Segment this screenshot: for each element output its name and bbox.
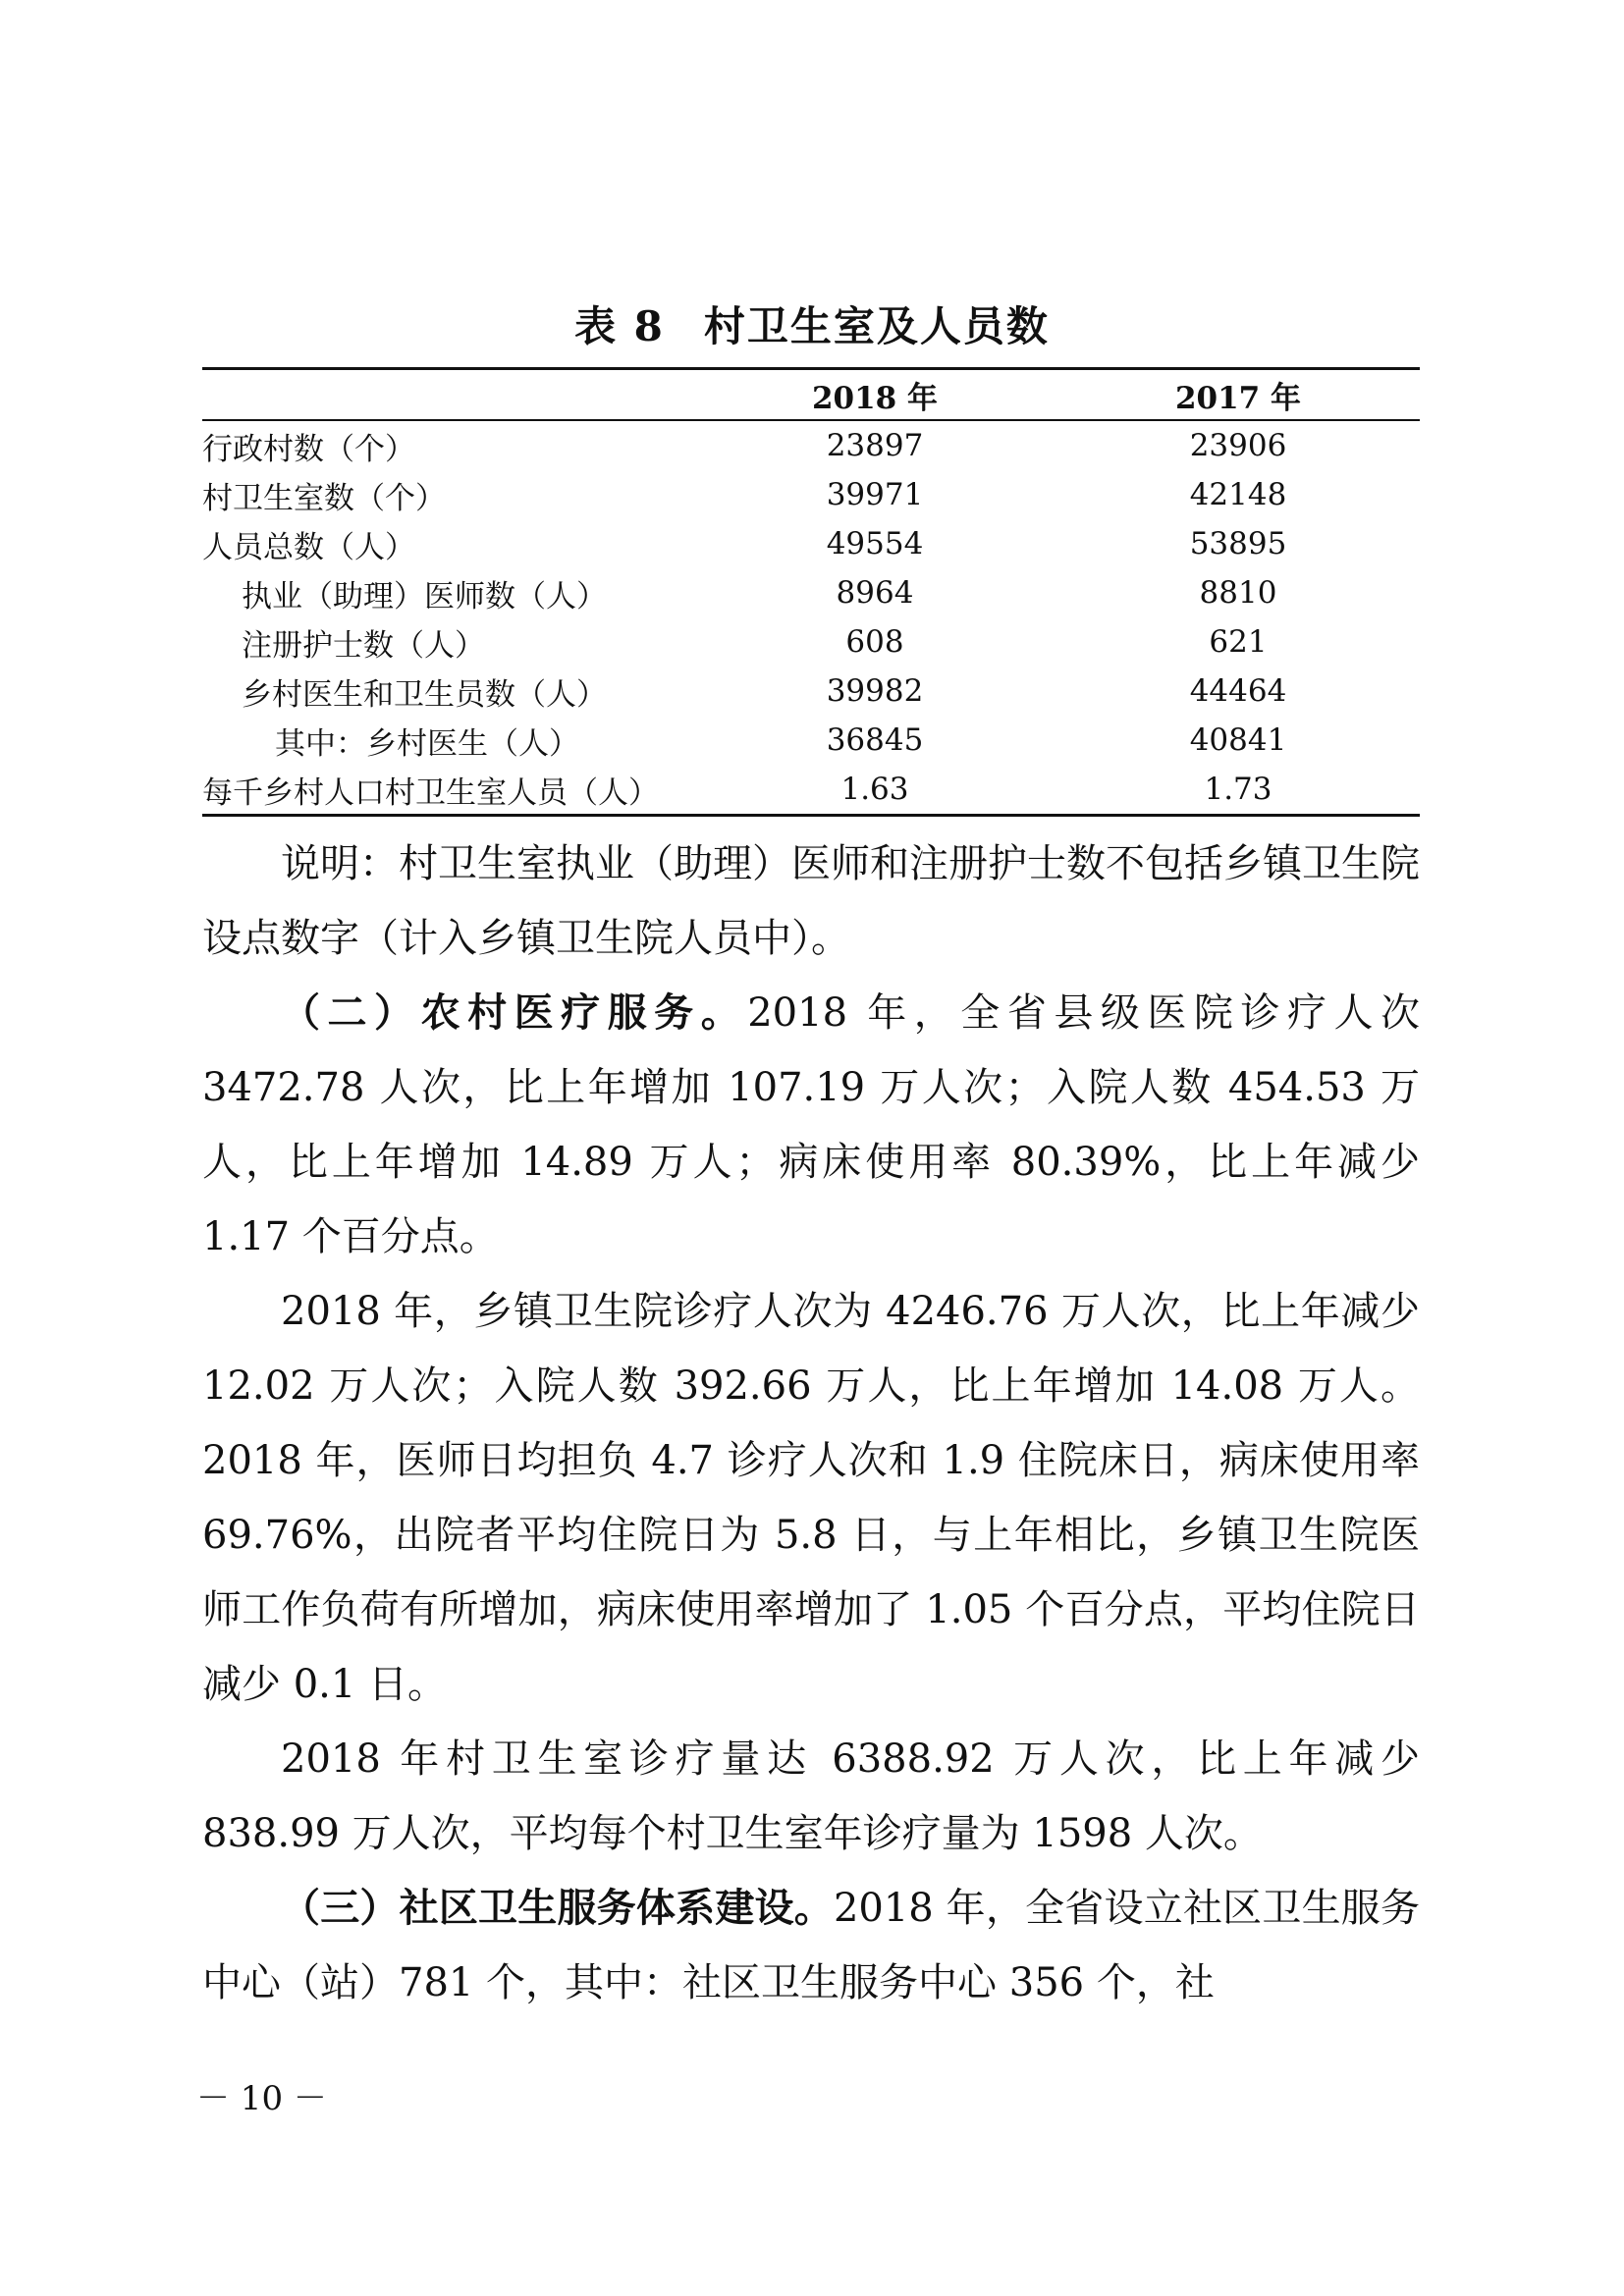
value-2018: 36845: [826, 722, 924, 758]
value-2017: 23906: [1189, 428, 1287, 463]
row-label: 行政村数（个）: [202, 431, 415, 467]
community-paragraph: [202, 1871, 1420, 2020]
table-row: [202, 667, 1420, 716]
village-clinic-table: [202, 367, 1420, 817]
table-row: [202, 765, 1420, 816]
value-2017: 621: [1209, 624, 1268, 660]
rural-text: 2018 年，全省县级医院诊疗人次 3472.78 人次，比上年增加 107.19 万人次；入院人数 454.53 万人，比上年增加 14.89 万人；病床使用率 80.39%，比上年减少 1.17 个百分点。: [202, 990, 1421, 1259]
community-text: 2018 年，全省设立社区卫生服务中心（站）781 个，其中：社区卫生服务中心 356 个，社: [202, 1886, 1420, 2005]
note-paragraph: 说明：村卫生室执业（助理）医师和注册护士数不包括乡镇卫生院设点数字（计入乡镇卫生院人员中）。: [202, 841, 1420, 961]
table-row: [202, 617, 1420, 667]
value-2018: 49554: [826, 526, 924, 561]
value-2017: 53895: [1189, 526, 1287, 561]
body-text: [202, 827, 1420, 2020]
value-2017: 42148: [1189, 477, 1287, 512]
table-row: [202, 470, 1420, 519]
value-2017: 1.73: [1204, 772, 1272, 807]
row-label: 人员总数（人）: [202, 529, 415, 565]
value-2018: 1.63: [840, 772, 909, 807]
table-caption: 村卫生室及人员数: [703, 302, 1050, 350]
header-2017: 2017 年: [1174, 380, 1302, 416]
row-label: 每千乡村人口村卫生室人员（人）: [202, 774, 659, 811]
header-blank: [202, 369, 693, 421]
header-2018: 2018 年: [811, 380, 939, 416]
value-2017: 8810: [1199, 575, 1277, 611]
value-2018: 39982: [826, 673, 924, 709]
row-label: 乡村医生和卫生员数（人）: [242, 676, 607, 713]
table-row: [202, 519, 1420, 568]
township-paragraph: 2018 年，乡镇卫生院诊疗人次为 4246.76 万人次，比上年减少 12.02 万人次；入院人数 392.66 万人，比上年增加 14.08 万人。2018 年，医师日均担负 4.7 诊疗人次和 1.9 住院床日，病床使用率 69.76%，出院者平均住院日为 5.8 日，与上年相比，乡镇卫生院医师工作负荷有所增加，病床使用率增加了 1.05 个百分点，平均住院日减少 0.1 日。: [202, 1289, 1420, 1707]
page-number: － 10 －: [196, 2079, 327, 2118]
value-2018: 39971: [826, 477, 924, 512]
table-row: [202, 420, 1420, 470]
row-label: 其中：乡村医生（人）: [275, 725, 579, 762]
rural-heading: （二）农村医疗服务。: [281, 989, 748, 1036]
row-label: 村卫生室数（个）: [202, 480, 446, 516]
value-2018: 23897: [826, 428, 924, 463]
value-2018: 8964: [836, 575, 914, 611]
table-number: 表 8: [574, 302, 665, 350]
table-row: [202, 716, 1420, 765]
table-header-row: [202, 369, 1420, 421]
table-title: [0, 294, 1624, 353]
table-row: [202, 568, 1420, 617]
row-label: 执业（助理）医师数（人）: [242, 578, 607, 614]
value-2018: 608: [845, 624, 904, 660]
village-paragraph: 2018 年村卫生室诊疗量达 6388.92 万人次，比上年减少 838.99 万人次，平均每个村卫生室年诊疗量为 1598 人次。: [202, 1736, 1420, 1856]
community-heading: （三）社区卫生服务体系建设。: [281, 1885, 834, 1931]
value-2017: 44464: [1189, 673, 1287, 709]
value-2017: 40841: [1189, 722, 1287, 758]
row-label: 注册护士数（人）: [242, 627, 485, 664]
rural-paragraph: [202, 976, 1420, 1274]
